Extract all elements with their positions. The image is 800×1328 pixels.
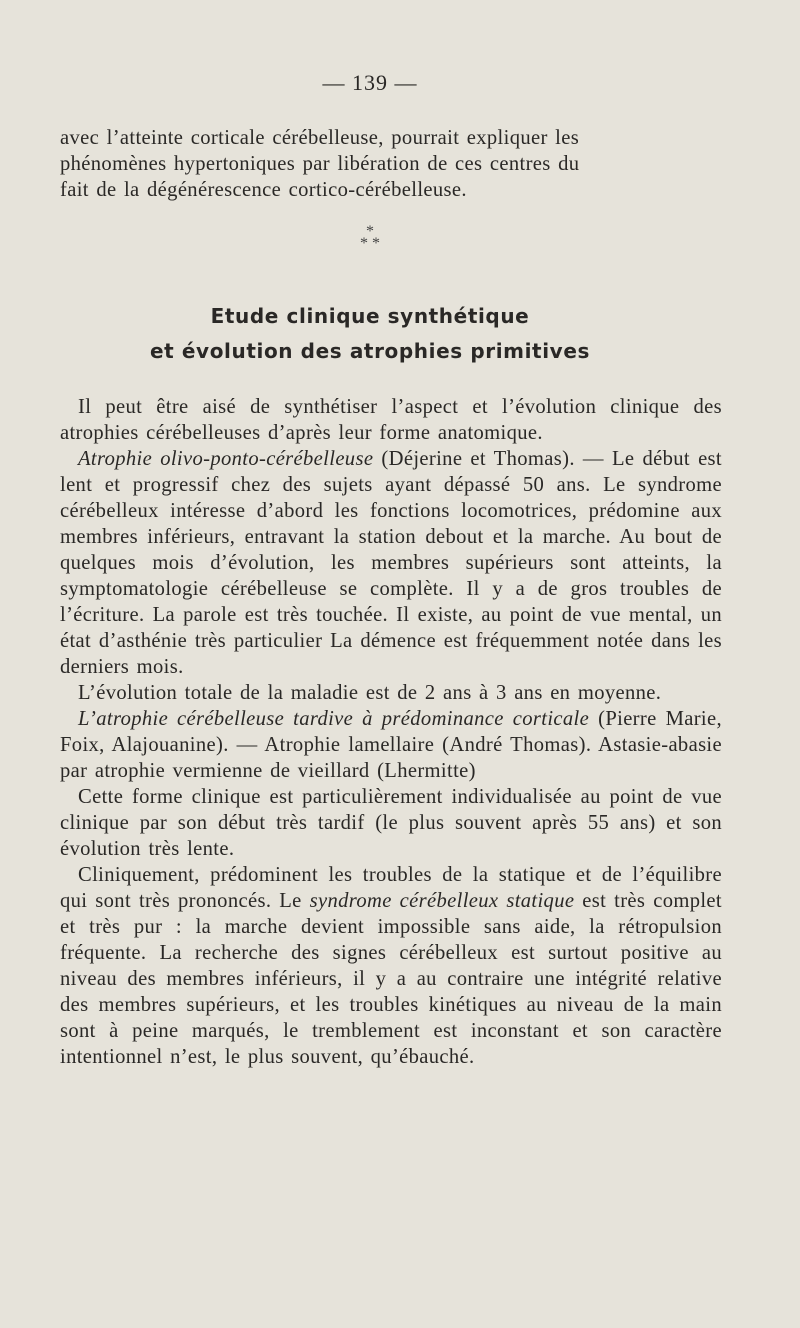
paragraph-6-italic: syndrome cérébelleux statique [309, 890, 575, 912]
intro-paragraph [60, 125, 722, 203]
intro-line-3: fait de la dégénérescence cortico-cérébelleuse. [60, 179, 467, 201]
paragraph-3: L’évolution totale de la maladie est de 2 ans à 3 ans en moyenne. [78, 682, 662, 704]
section-separator [0, 223, 740, 252]
paragraph-2-title: Atrophie olivo-ponto-cérébelleuse [78, 448, 374, 470]
section-heading-line-1: Etude clinique synthétique [210, 304, 530, 328]
separator-top-star: * [366, 223, 374, 240]
paragraph-6-a: Cliniquement, prédominent les troubles de la statique et de l’équilibre qui sont très prononcés. Le [60, 864, 722, 912]
intro-line-2: phénomènes hypertoniques par libération de ces centres du [60, 153, 580, 175]
paragraph-4-title: L’atrophie cérébelleuse tardive à prédominance corticale [78, 708, 590, 730]
intro-line-1: avec l’atteinte corticale cérébelleuse, pourrait expliquer les [60, 127, 580, 149]
paragraph-5: Cette forme clinique est particulièrement individualisée au point de vue clinique par son début très tardif (le plus souvent après 55 ans) et son évolution très lente. [60, 786, 722, 860]
paragraph-6-b: est très complet et très pur : la marche devient impossible sans aide, la rétropulsion fréquente. La recherche des signes cérébelleux est surtout positive au niveau des membres inférieurs, il y a au contraire une intégrité relative des membres supérieurs, et les troubles kinétiques au niveau de la main sont à peine marqués, le tremblement est inconstant et son caractère intentionnel n’est, le plus souvent, qu’ébauché. [60, 890, 722, 1068]
paragraph-4 [60, 706, 722, 784]
section-heading-line-2: et évolution des atrophies primitives [150, 339, 590, 363]
main-text [60, 394, 722, 1070]
paragraph-1: Il peut être aisé de synthétiser l’aspect et l’évolution clinique des atrophies cérébelleuses d’après leur forme anatomique. [60, 396, 722, 444]
paragraph-2-text: (Déjerine et Thomas). — Le début est lent et progressif chez des sujets ayant dépassé 50 ans. Le syndrome cérébelleux intéresse d’abord les fonctions locomotrices, prédomine aux membres inférieurs, entravant la station debout et la marche. Au bout de quelques mois d’évolution, les membres supérieurs sont atteints, la symptomatologie cérébelleuse se complète. Il y a de gros troubles de l’écriture. La parole est très touchée. Il existe, au point de vue mental, un état d’asthénie très particulier La démence est fréquemment notée dans les derniers mois. [60, 448, 722, 678]
separator-bottom-stars: * * [360, 235, 380, 252]
page-number: — 139 — [322, 70, 418, 95]
paragraph-4-text: (Pierre Marie, Foix, Alajouanine). — Atrophie lamellaire (André Thomas). Astasie-abasie par atrophie vermienne de vieillard (Lhermitte) [60, 708, 722, 782]
paragraph-2 [60, 446, 722, 680]
paragraph-6 [60, 862, 722, 1070]
